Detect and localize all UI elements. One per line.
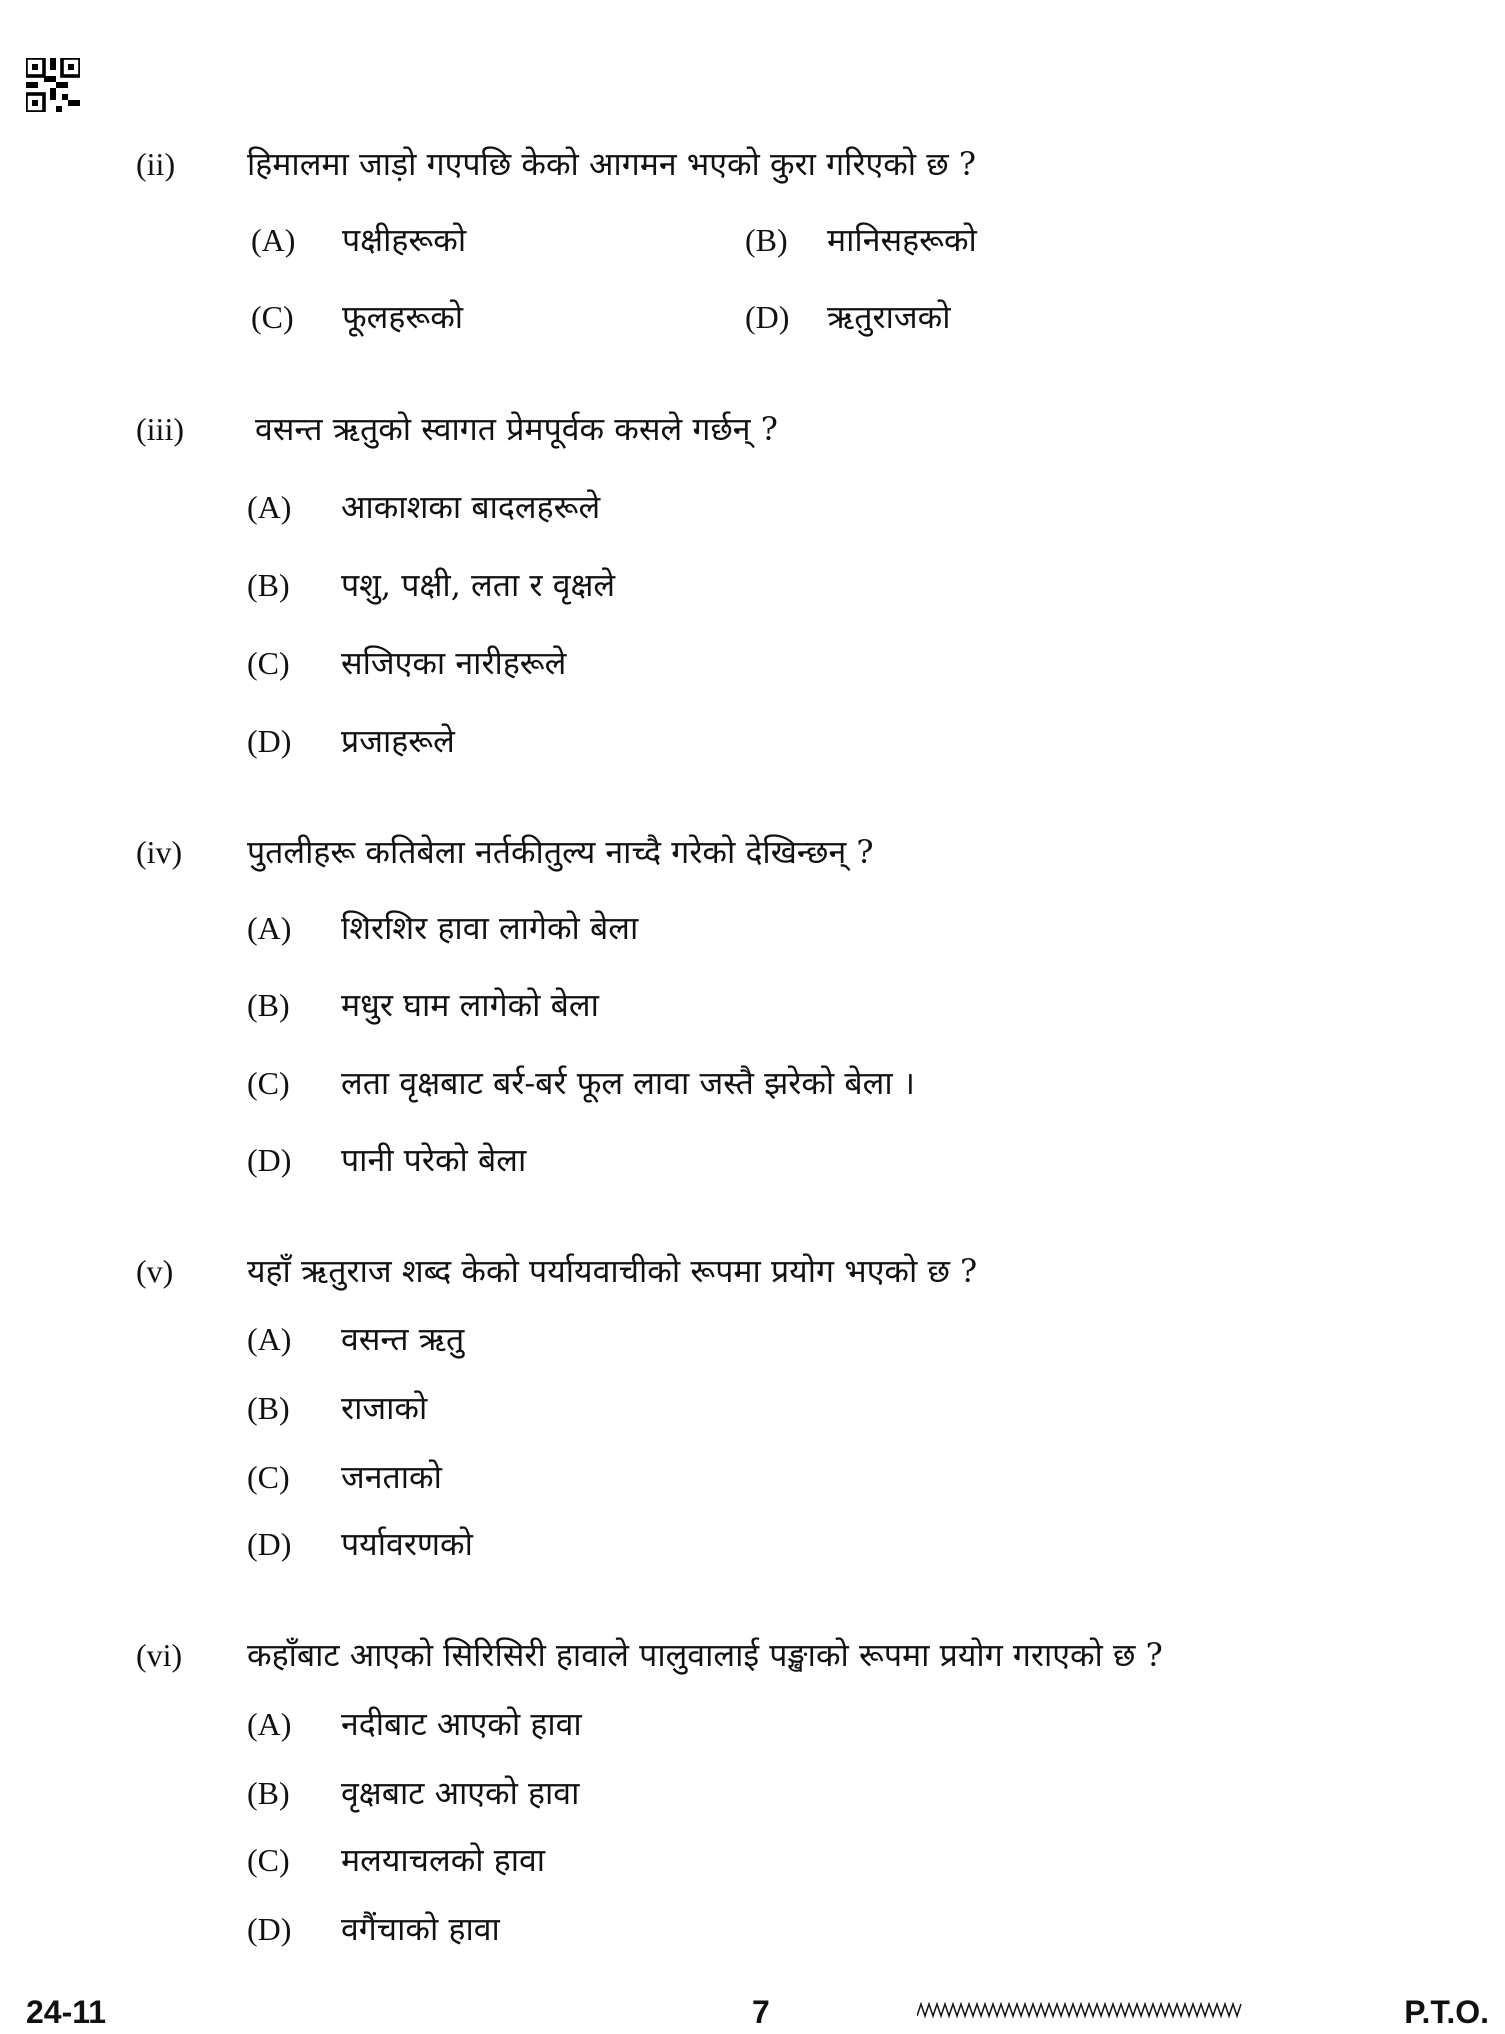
- question-number: (v): [136, 1253, 174, 1289]
- option-label: (B): [745, 222, 788, 258]
- option-label: (A): [247, 1706, 292, 1742]
- question-number: (iv): [136, 834, 183, 870]
- option-text: राजाको: [341, 1389, 428, 1427]
- question-text: कहाँबाट आएको सिरिसिरी हावाले पालुवालाई पङ्खाको रूपमा प्रयोग गराएको छ ?: [247, 1636, 1163, 1674]
- option-text: पानी परेको बेला: [341, 1141, 527, 1179]
- option-text: वृक्षबाट आएको हावा: [341, 1774, 580, 1812]
- option-text: नदीबाट आएको हावा: [341, 1705, 582, 1743]
- option-label: (A): [247, 1321, 292, 1357]
- paper-code: 24-11: [26, 1994, 107, 2030]
- question-number: (ii): [136, 146, 176, 182]
- option-label: (D): [247, 723, 292, 759]
- question-text: पुतलीहरू कतिबेला नर्तकीतुल्य नाच्दै गरेको देखिन्छन् ?: [247, 833, 874, 871]
- question-text: हिमालमा जाड़ो गएपछि केको आगमन भएको कुरा गरिएको छ ?: [247, 145, 977, 183]
- question-text: वसन्त ऋतुको स्वागत प्रेमपूर्वक कसले गर्छन् ?: [255, 410, 778, 448]
- option-text: पक्षीहरूको: [342, 221, 467, 259]
- option-text: ऋतुराजको: [827, 298, 951, 336]
- please-turn-over: P.T.O.: [1404, 1994, 1489, 2030]
- wavy-line-decoration: [917, 2000, 1242, 2020]
- option-text: मलयाचलको हावा: [341, 1841, 546, 1879]
- option-label: (C): [247, 1842, 290, 1878]
- option-label: (D): [247, 1142, 292, 1178]
- option-label: (B): [247, 1390, 290, 1426]
- option-text: आकाशका बादलहरूले: [341, 488, 601, 526]
- option-text: पर्यावरणको: [341, 1525, 473, 1563]
- option-label: (D): [745, 299, 790, 335]
- option-text: पशु, पक्षी, लता र वृक्षले: [341, 566, 616, 604]
- option-label: (B): [247, 567, 290, 603]
- option-label: (A): [251, 222, 296, 258]
- option-text: जनताको: [341, 1458, 442, 1496]
- option-label: (D): [247, 1526, 292, 1562]
- option-label: (B): [247, 1775, 290, 1811]
- option-text: फूलहरूको: [342, 298, 464, 336]
- qr-code-icon: [26, 58, 80, 112]
- page-number: 7: [752, 1994, 770, 2030]
- option-text: प्रजाहरूले: [341, 722, 455, 760]
- option-label: (A): [247, 910, 292, 946]
- option-label: (C): [247, 1459, 290, 1495]
- option-text: वसन्त ऋतु: [341, 1320, 465, 1358]
- option-label: (C): [247, 1065, 290, 1101]
- option-label: (A): [247, 489, 292, 525]
- option-text: शिरशिर हावा लागेको बेला: [341, 909, 639, 947]
- question-number: (vi): [136, 1637, 183, 1673]
- option-label: (C): [247, 645, 290, 681]
- option-text: मानिसहरूको: [827, 221, 977, 259]
- option-label: (D): [247, 1911, 292, 1947]
- question-text: यहाँ ऋतुराज शब्द केको पर्यायवाचीको रूपमा प्रयोग भएको छ ?: [247, 1252, 978, 1290]
- option-text: लता वृक्षबाट बर्र-बर्र फूल लावा जस्तै झरेको बेला ।: [341, 1064, 915, 1102]
- question-number: (iii): [136, 411, 184, 447]
- option-text: सजिएका नारीहरूले: [341, 644, 567, 682]
- option-label: (C): [251, 299, 294, 335]
- option-text: वगैंचाको हावा: [341, 1910, 500, 1948]
- option-text: मधुर घाम लागेको बेला: [341, 986, 599, 1024]
- option-label: (B): [247, 987, 290, 1023]
